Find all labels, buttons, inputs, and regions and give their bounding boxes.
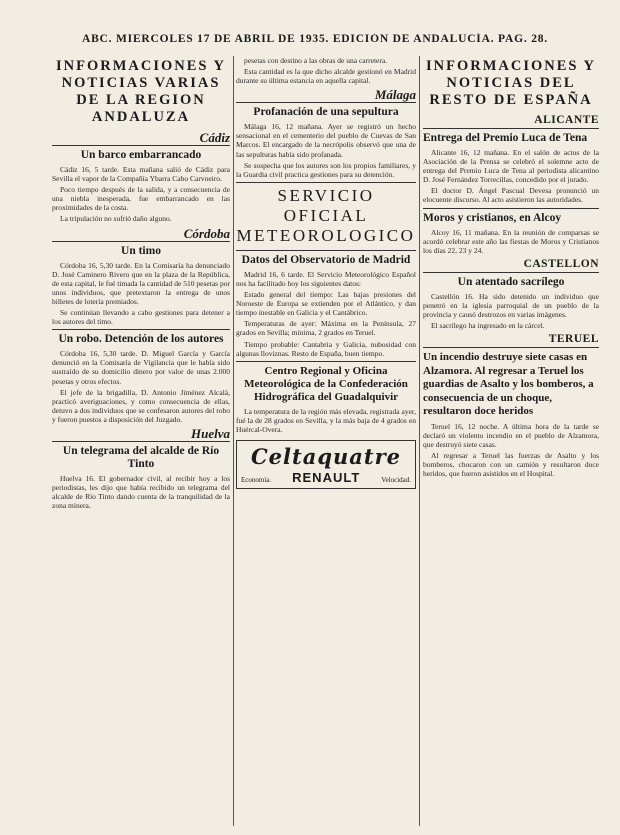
divider xyxy=(236,182,416,183)
divider xyxy=(423,208,599,209)
article-paragraph: Al regresar a Teruel las fuerzas de Asalto y los bomberos, chocaron con un camión y resultaron doce heridos, que fueron asistidos en el Hospital. xyxy=(423,451,599,479)
divider xyxy=(52,329,230,330)
article-paragraph: Se sospecha que los autores son los propios familiares, y la Guardia civil practica gestiones para su detención. xyxy=(236,160,416,179)
headline-atentado: Un atentado sacrílego xyxy=(457,275,565,288)
article-paragraph: Estado general del tiempo: Las bajas presiones del Noroeste de Europa se extienden por el Atlántico, y dan tiempo inestable en Galicia y el Cantábrico. xyxy=(236,290,416,318)
article-paragraph: Teruel 16, 12 noche. A última hora de la tarde se declaró un violento incendio en el pueblo de Alzamora, que destruyó siete casas. xyxy=(423,421,599,449)
headline-guadalquivir: Centro Regional y Oficina Meteorológica de la Confederación Hidrográfica del Guadalquivir xyxy=(244,364,408,403)
headline-incendio: Un incendio destruye siete casas en Alzamora. Al regresar a Teruel los guardias de Asalto y los bomberos, a consecuencia de un choque, resultaron doce heridos xyxy=(423,351,594,418)
section-title-resto: INFORMACIONES Y NOTICIAS DEL RESTO DE ESPAÑA xyxy=(425,58,597,108)
section-teruel: TERUEL xyxy=(423,332,599,348)
advertisement-renault xyxy=(236,440,416,489)
article-paragraph: Se continúan llevando a cabo gestiones para detener a los autores del timo. xyxy=(52,308,230,327)
article-paragraph: Temperaturas de ayer: Máxima en la Península, 27 grados en Sevilla; mínima, 2 grados en Teruel. xyxy=(236,319,416,338)
article-paragraph: Alicante 16, 12 mañana. En el salón de actos de la Asociación de la Prensa se celebró el solemne acto de entrega del Premio Luca de Tena al periodista alicantino D. José Fernández Torrecillas, concedido por el jurado. xyxy=(423,148,599,185)
article-paragraph: pesetas con destino a las obras de una carretera. xyxy=(244,56,388,65)
article-paragraph: Poco tiempo después de la salida, y a consecuencia de una niebla inesperada, fue embarrancado en las proximidades de la costa. xyxy=(52,185,230,213)
article-paragraph: Alcoy 16, 11 mañana. En la reunión de comparsas se acordó celebrar este año las fiestas de Moros y Cristianos los días 22, 23 y 24. xyxy=(423,227,599,255)
headline-barco: Un barco embarrancado xyxy=(80,149,202,161)
article-paragraph: Córdoba 16, 5,30 tarde. D. Miguel García y García denunció en la Comisaría de Vigilancia que le había sido sustraído de su domicilio dinero por valor de unas 2.000 pesetas y otros efectos. xyxy=(52,349,230,386)
section-title-meteorologico: SERVICIO OFICIAL METEOROLOGICO xyxy=(236,185,416,245)
headline-telegrama: Un telegrama del alcalde de Río Tinto xyxy=(62,444,220,470)
column-rule xyxy=(419,56,420,826)
article-paragraph: Tiempo probable: Cantabria y Galicia, nubosidad con algunas lloviznas. Resto de España, buen tiempo. xyxy=(236,339,416,358)
divider xyxy=(236,250,416,251)
headline-timo: Un timo xyxy=(121,244,161,257)
column-resto-espana xyxy=(423,56,599,826)
section-title-andalucia: INFORMACIONES Y NOTICIAS VARIAS DE LA REGION ANDALUZA xyxy=(55,58,227,125)
headline-premio: Entrega del Premio Luca de Tena xyxy=(423,132,588,144)
article-paragraph: El jefe de la brigadilla, D. Antonio Jiménez Alcalá, practicó averiguaciones, y como consecuencia de ellas, detuvo a dos individuos que se confesaron autores del robo y fueron puestos a disposición del Juzgado. xyxy=(52,387,230,424)
headline-robo: Un robo. Detención de los autores xyxy=(58,333,224,346)
article-paragraph: Córdoba 16, 5,30 tarde. En la Comisaría ha denunciado D. José Caminero Rivero que en la plaza de la República, de esta capital, le fué timada la cantidad de 510 pesetas por unos individuos, que pretextaron la entrega de unos billetes de lotería premiados. xyxy=(52,260,230,306)
ad-left: Economía. xyxy=(241,475,272,484)
section-cordoba: Córdoba xyxy=(52,226,230,242)
article-paragraph: Esta cantidad es la que dicho alcalde gestionó en Madrid durante su última estancia en aquella capital. xyxy=(236,67,416,86)
headline-observatorio: Datos del Observatorio de Madrid xyxy=(241,253,411,266)
article-paragraph: Cádiz 16, 5 tarde. Esta mañana salió de Cádiz para Sevilla el vapor de la Compañía Ybarra Cabo Carvoeiro. xyxy=(52,165,230,184)
column-rule xyxy=(233,56,234,826)
divider xyxy=(236,361,416,362)
ad-brand: Celtaquatre xyxy=(250,443,402,469)
ad-right: Velocidad. xyxy=(381,475,411,484)
section-cadiz: Cádiz xyxy=(52,130,230,146)
ad-footer xyxy=(241,470,411,485)
section-malaga: Málaga xyxy=(236,87,416,103)
section-alicante: ALICANTE xyxy=(423,113,599,129)
article-paragraph: Castellón 16. Ha sido detenido un individuo que penetró en la iglesia parroquial de un pueblo de la provincia y causó destrozos en varias imágenes. xyxy=(423,291,599,320)
ad-renault: RENAULT xyxy=(292,469,361,485)
article-paragraph: Huelva 16. El gobernador civil, al recibir hoy a los periodistas, les dijo que había recibido un telegrama del alcalde de Río Tinto dando cuenta de la tranquilidad de la zona minera. xyxy=(52,473,230,511)
article-paragraph: Madrid 16, 6 tarde. El Servicio Meteorológico Español nos ha facilitado hoy los siguientes datos: xyxy=(236,269,416,288)
article-paragraph: La tripulación no sufrió daño alguno. xyxy=(60,214,172,224)
article-paragraph: El doctor D. Ángel Pascual Devesa pronunció un elocuente discurso. Al acto asistieron las autoridades. xyxy=(423,186,599,205)
page-header: ABC. MIERCOLES 17 DE ABRIL DE 1935. EDICIÓN DE ANDALUCÍA. PAG. 28. xyxy=(81,33,548,45)
article-paragraph: La temperatura de la región más elevada, registrada ayer, fué la de 28 grados en Sevilla, y la más baja de 4 grados en Huércal-Overa. xyxy=(236,406,416,434)
section-castellon: CASTELLON xyxy=(423,257,599,273)
headline-profanacion: Profanación de una sepultura xyxy=(253,106,399,119)
section-huelva: Huelva xyxy=(52,426,230,442)
article-paragraph: Málaga 16, 12 mañana. Ayer se registró un hecho sensacional en el cementerio del pueblo de Cuevas de San Marcos. El encargado de la necrópolis observó que una de las sepulturas había sido profanada. xyxy=(236,122,416,159)
column-andalucia xyxy=(52,56,230,826)
headline-moros: Moros y cristianos, en Alcoy xyxy=(423,211,562,224)
article-paragraph: El sacrílego ha ingresado en la cárcel. xyxy=(431,321,545,331)
column-middle xyxy=(236,56,416,826)
